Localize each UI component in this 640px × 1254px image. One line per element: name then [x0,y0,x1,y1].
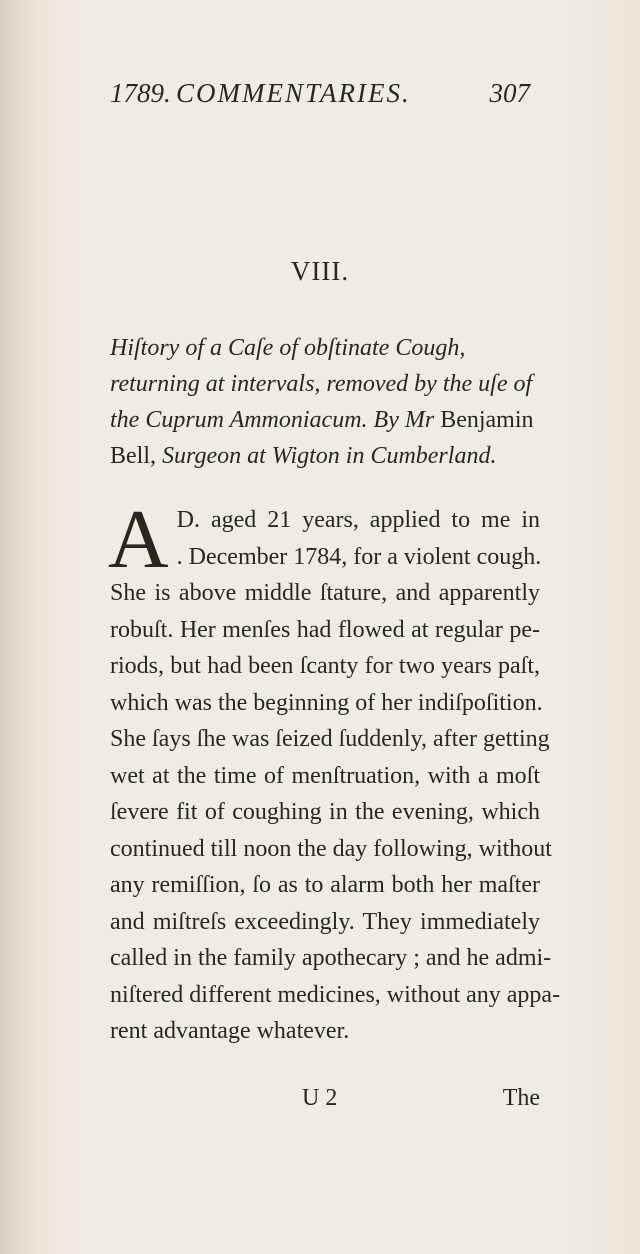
running-header [110,78,530,118]
body-line: continued till noon the day following, without [110,835,552,862]
body-line: wet at the time of menſtruation, with a moſt [110,762,540,789]
section-number: VIII. [290,256,350,286]
body-line: She ſays ſhe was ſeized ſuddenly, after getting [110,726,550,752]
case-title [110,330,540,474]
body-line: called in the family apothecary ; and he admi- [110,945,552,971]
page-footer [110,1085,540,1121]
body-text [108,493,561,1050]
body-line: robuſt. Her menſes had flowed at regular pe- [110,616,540,643]
case-title-italic-1: Hiſtory of a Caſe of obſtinate Cough, returning at intervals, removed by the uſe of the Cuprum Ammoniacum. By Mr [110,335,533,433]
case-title-author: Benjamin Bell, [110,407,534,469]
body-line: any remiſſion, ſo as to alarm both her maſter [110,872,540,898]
body-line: niſtered different medicines, without any appa- [110,981,561,1008]
header-title: COMMENTARIES. [176,78,411,108]
body-line: D. aged 21 years, applied to me in [176,507,540,533]
body-line: ſevere fit of coughing in the evening, which [110,799,540,825]
body-line: rent advantage whatever. [110,1018,350,1044]
body-line: which was the beginning of her indiſpoſition. [110,689,543,716]
catchword: The [502,1085,540,1111]
case-title-italic-2: Surgeon at Wigton in Cumberland. [156,443,497,469]
body-line: . December 1784, for a violent cough. [176,543,542,570]
body-line: and miſtreſs exceedingly. They immediately [110,908,540,935]
body-line: She is above middle ſtature, and apparently [110,580,540,606]
signature-mark: U 2 [302,1085,338,1111]
page-number: 307 [489,78,530,108]
drop-cap: A [108,493,169,586]
header-year: 1789. [110,78,171,108]
body-line: riods, but had been ſcanty for two years paſt, [110,653,540,679]
